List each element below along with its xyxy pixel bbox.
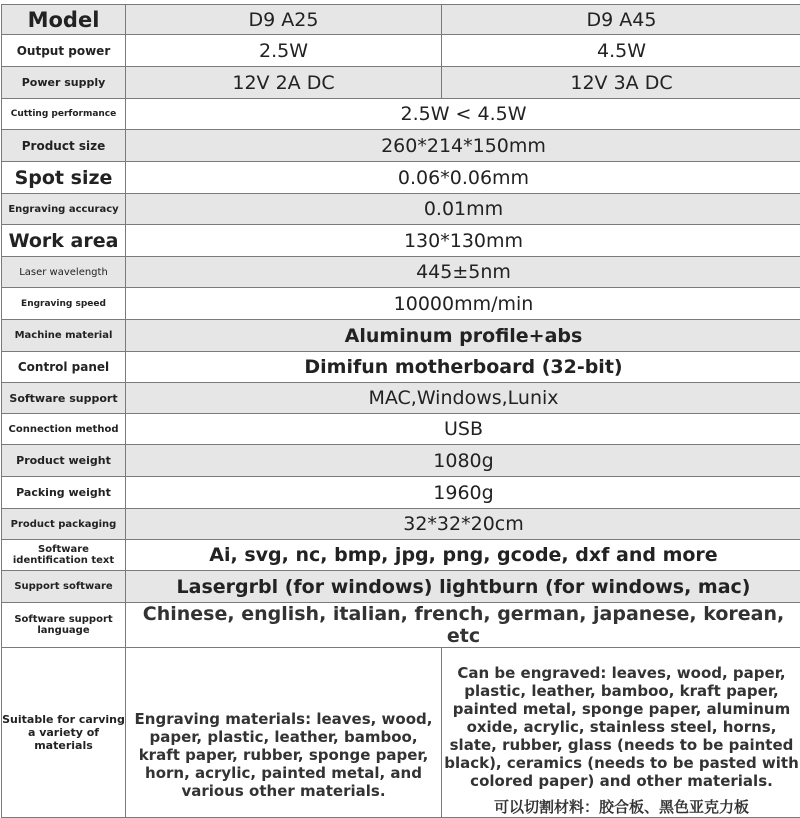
model-a25: D9 A25 (126, 5, 442, 35)
value-speed: 10000mm/min (126, 288, 800, 320)
value-material: Aluminum profile+abs (126, 320, 800, 352)
label-work-area: Work area (2, 225, 126, 257)
row-support-software (2, 571, 800, 603)
value-spot-size: 0.06*0.06mm (126, 162, 800, 194)
row-packing-weight (2, 477, 800, 509)
spec-table (1, 4, 800, 818)
label-cutting: Cutting performance (2, 99, 126, 130)
row-model (2, 5, 800, 35)
row-cutting (2, 99, 800, 130)
value-connection: USB (126, 414, 800, 445)
value-output-power-a25: 2.5W (126, 35, 442, 67)
row-language (2, 603, 800, 648)
value-language: Chinese, english, italian, french, german, japanese, korean, etc (126, 603, 800, 648)
label-materials: Suitable for carving a variety of materials (2, 648, 126, 818)
materials-a25-text: Engraving materials: leaves, wood, paper, plastic, leather, bamboo, kraft paper, rubber, sponge paper, horn, acrylic, painted metal, and various other materials. (128, 710, 439, 800)
label-identification: Software identification text (2, 540, 126, 571)
row-wavelength (2, 257, 800, 288)
row-output-power (2, 35, 800, 67)
materials-a45-cell (442, 648, 800, 818)
value-packing-weight: 1960g (126, 477, 800, 509)
value-accuracy: 0.01mm (126, 194, 800, 225)
value-output-power-a45: 4.5W (442, 35, 800, 67)
label-output-power: Output power (2, 35, 126, 67)
row-control (2, 352, 800, 383)
value-support-software: Lasergrbl (for windows) lightburn (for windows, mac) (126, 571, 800, 603)
value-packaging: 32*32*20cm (126, 509, 800, 540)
value-work-area: 130*130mm (126, 225, 800, 257)
materials-a25-cell (126, 648, 442, 818)
row-connection (2, 414, 800, 445)
value-product-size: 260*214*150mm (126, 130, 800, 162)
row-accuracy (2, 194, 800, 225)
row-software-support (2, 383, 800, 414)
label-weight: Product weight (2, 445, 126, 477)
row-spot-size (2, 162, 800, 194)
row-material (2, 320, 800, 352)
label-control: Control panel (2, 352, 126, 383)
row-power-supply (2, 67, 800, 99)
label-software-support: Software support (2, 383, 126, 414)
value-wavelength: 445±5nm (126, 257, 800, 288)
label-packing-weight: Packing weight (2, 477, 126, 509)
value-identification: Ai, svg, nc, bmp, jpg, png, gcode, dxf and more (126, 540, 800, 571)
label-material: Machine material (2, 320, 126, 352)
model-label: Model (2, 5, 126, 35)
label-language: Software support language (2, 603, 126, 648)
label-spot-size: Spot size (2, 162, 126, 194)
row-work-area (2, 225, 800, 257)
label-packaging: Product packaging (2, 509, 126, 540)
label-speed: Engraving speed (2, 288, 126, 320)
row-product-size (2, 130, 800, 162)
model-a45: D9 A45 (442, 5, 800, 35)
row-packaging (2, 509, 800, 540)
value-control: Dimifun motherboard (32-bit) (126, 352, 800, 383)
value-cutting: 2.5W < 4.5W (126, 99, 800, 130)
row-identification (2, 540, 800, 571)
row-weight (2, 445, 800, 477)
materials-a45-cn-text: 可以切割材料：胶合板、黑色亚克力板 (444, 798, 799, 816)
label-power-supply: Power supply (2, 67, 126, 99)
row-materials (2, 648, 800, 818)
label-wavelength: Laser wavelength (2, 257, 126, 288)
label-accuracy: Engraving accuracy (2, 194, 126, 225)
materials-a45-text: Can be engraved: leaves, wood, paper, plastic, leather, bamboo, kraft paper, painted metal, sponge paper, aluminum oxide, acrylic, stainless steel, horns, slate, rubber, glass (needs to be painted black), ceramics (needs to be pasted with colored paper) and other materials. (444, 664, 799, 790)
label-product-size: Product size (2, 130, 126, 162)
value-software-support: MAC,Windows,Lunix (126, 383, 800, 414)
label-connection: Connection method (2, 414, 126, 445)
label-support-software: Support software (2, 571, 126, 603)
value-power-supply-a45: 12V 3A DC (442, 67, 800, 99)
row-speed (2, 288, 800, 320)
value-weight: 1080g (126, 445, 800, 477)
value-power-supply-a25: 12V 2A DC (126, 67, 442, 99)
